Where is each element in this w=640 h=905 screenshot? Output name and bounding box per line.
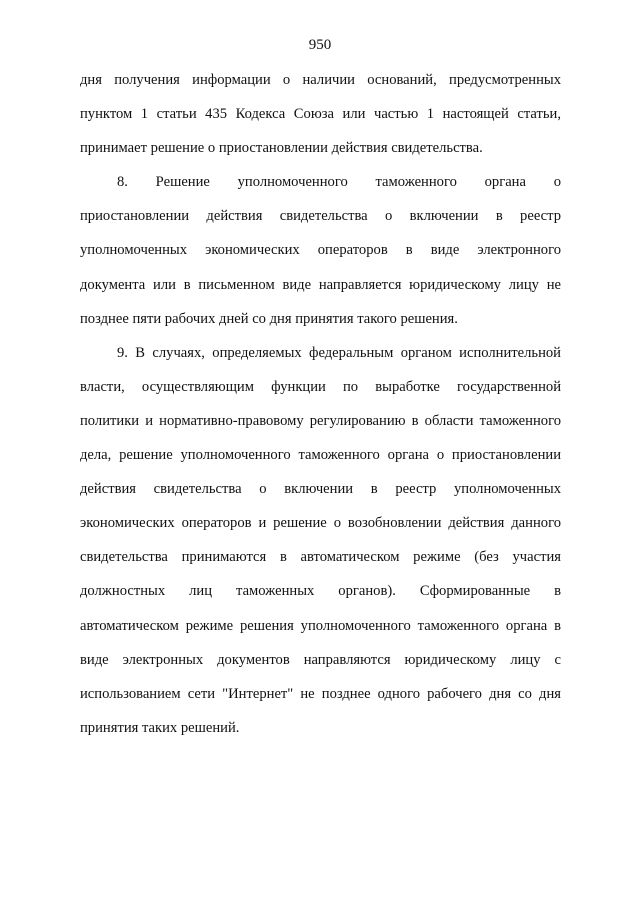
text-line: документа или в письменном виде направляется юридическому лицу не bbox=[80, 276, 561, 293]
paragraph-9 bbox=[80, 343, 561, 752]
page-number: 950 bbox=[308, 37, 332, 53]
text-line: 8. Решение уполномоченного таможенного органа о bbox=[117, 174, 561, 191]
document-body bbox=[80, 70, 561, 752]
text-line: принятия таких решений. bbox=[80, 719, 240, 736]
text-line: свидетельства принимаются в автоматическом режиме (без участия bbox=[80, 549, 561, 566]
text-line: приостановлении действия свидетельства о включении в реестр bbox=[80, 208, 561, 225]
text-line: пунктом 1 статьи 435 Кодекса Союза или частью 1 настоящей статьи, bbox=[80, 106, 561, 123]
text-line: уполномоченных экономических операторов в виде электронного bbox=[80, 242, 561, 259]
text-line: автоматическом режиме решения уполномоченного таможенного органа в bbox=[80, 617, 561, 634]
text-line: дела, решение уполномоченного таможенного органа о приостановлении bbox=[80, 447, 561, 464]
text-line: власти, осуществляющим функции по выработке государственной bbox=[80, 378, 561, 395]
text-line: позднее пяти рабочих дней со дня принятия такого решения. bbox=[80, 310, 458, 327]
text-line: экономических операторов и решение о возобновлении действия данного bbox=[80, 515, 561, 532]
text-line: действия свидетельства о включении в реестр уполномоченных bbox=[80, 481, 561, 498]
text-line: дня получения информации о наличии оснований, предусмотренных bbox=[80, 72, 561, 88]
text-line: 9. В случаях, определяемых федеральным органом исполнительной bbox=[117, 344, 561, 361]
text-line: политики и нормативно-правовому регулированию в области таможенного bbox=[80, 412, 561, 429]
text-line: принимает решение о приостановлении действия свидетельства. bbox=[80, 140, 483, 157]
text-line: должностных лиц таможенных органов). Сформированные в bbox=[80, 583, 561, 600]
text-line: виде электронных документов направляются юридическому лицу с bbox=[80, 651, 561, 668]
paragraph-continuation bbox=[80, 70, 561, 172]
text-line: использованием сети "Интернет" не позднее одного рабочего дня со дня bbox=[80, 685, 561, 702]
paragraph-8 bbox=[80, 172, 561, 342]
